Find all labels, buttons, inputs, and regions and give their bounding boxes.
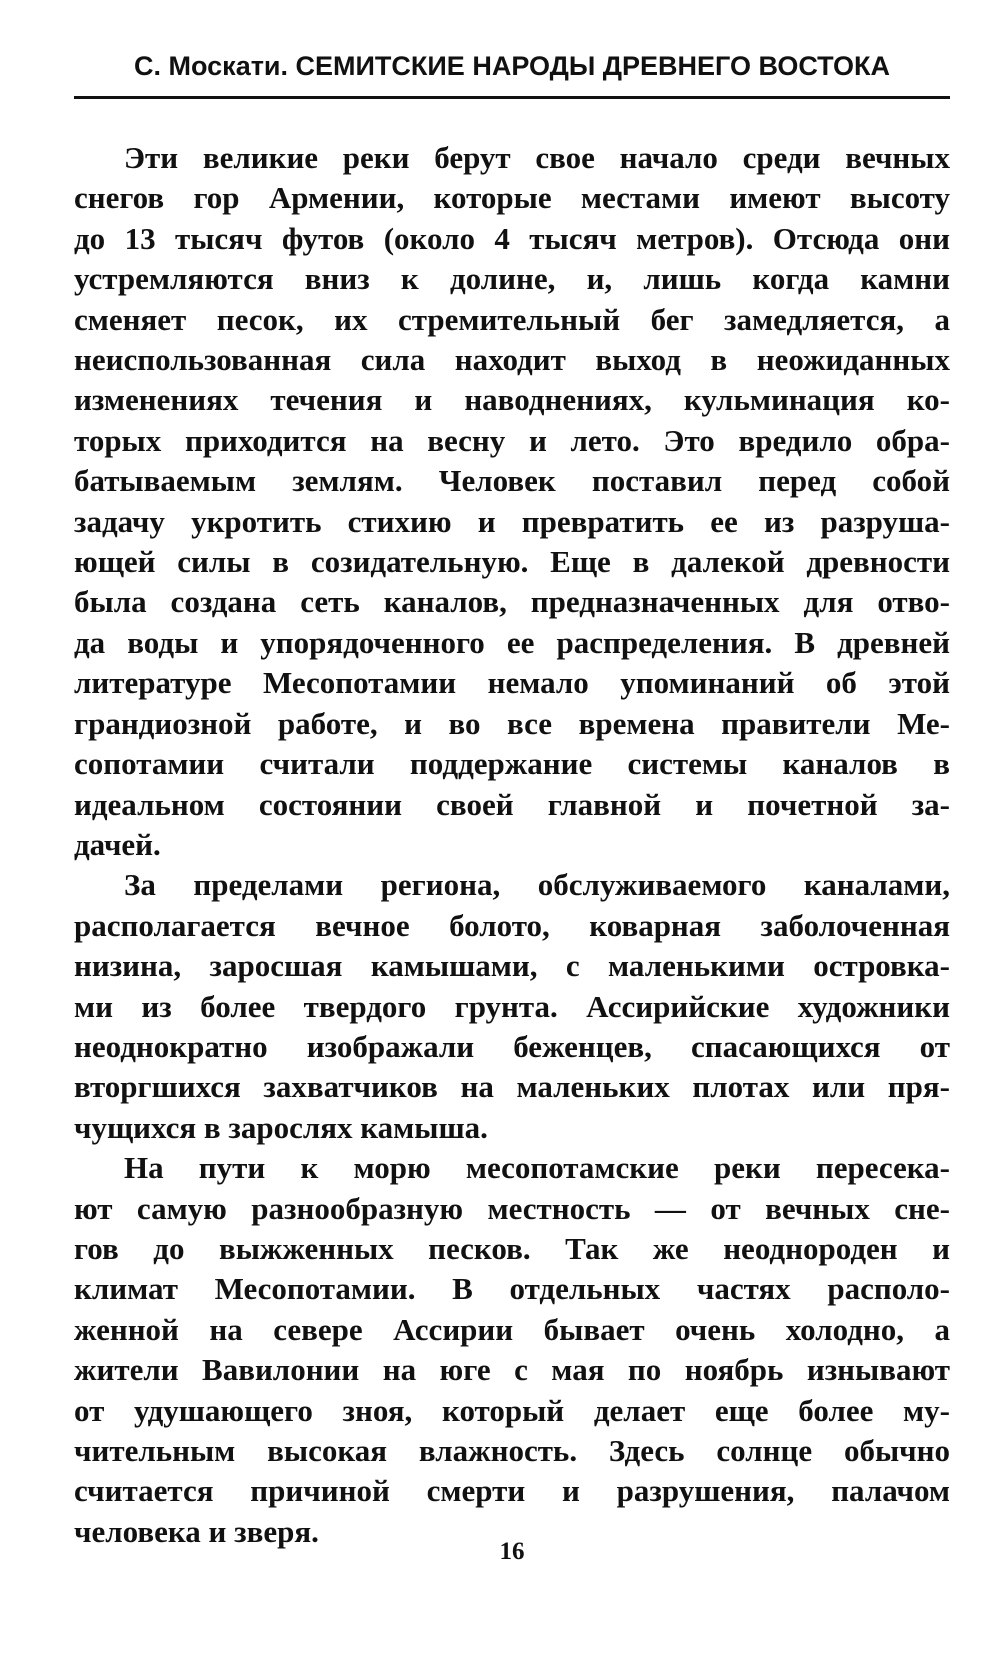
text-line: человека и зверя. [74, 1513, 319, 1549]
text-line: сопотамии считали поддержание системы каналов в [74, 746, 950, 782]
text-line: батываемым землям. Человек поставил перед собой [74, 463, 950, 499]
text-line: литературе Месопотамии немало упоминаний об этой [74, 665, 950, 701]
text-line: располагается вечное болото, коварная заболоченная [74, 907, 950, 943]
text-line: устремляются вниз к долине, и, лишь когда камни [74, 261, 950, 297]
text-line: дачей. [74, 826, 161, 862]
text-line: ми из более твердого грунта. Ассирийские художники [74, 988, 950, 1024]
text-line: женной на севере Ассирии бывает очень холодно, а [74, 1311, 950, 1347]
text-line: За пределами региона, обслуживаемого каналами, [124, 867, 950, 903]
text-line: до 13 тысяч футов (около 4 тысяч метров). Отсюда они [74, 220, 950, 256]
running-title: С. Москати. СЕМИТСКИЕ НАРОДЫ ДРЕВНЕГО ВОСТОКА [134, 51, 890, 81]
text-line: сменяет песок, их стремительный бег замедляется, а [74, 301, 950, 337]
text-line: жители Вавилонии на юге с мая по ноябрь изнывают [74, 1352, 950, 1388]
text-line: да воды и упорядоченного ее распределения. В древней [74, 624, 950, 660]
text-line: считается причиной смерти и разрушения, палачом [74, 1473, 950, 1509]
text-line: чительным высокая влажность. Здесь солнце обычно [74, 1433, 950, 1468]
text-line: вторгшихся захватчиков на маленьких плотах или пря- [74, 1069, 950, 1105]
body-text [74, 138, 950, 1552]
text-line: Эти великие реки берут свое начало среди вечных [124, 140, 950, 175]
header-rule [74, 96, 950, 99]
text-line: задачу укротить стихию и превратить ее из разруша- [74, 503, 950, 539]
text-line: низина, заросшая камышами, с маленькими островка- [74, 948, 950, 984]
paragraph-1 [74, 138, 950, 865]
text-line: идеальном состоянии своей главной и почетной за- [74, 786, 950, 822]
text-line: торых приходится на весну и лето. Это вредило обра- [74, 422, 950, 458]
text-line: снегов гор Армении, которые местами имеют высоту [74, 180, 950, 216]
text-line: чущихся в зарослях камыша. [74, 1109, 488, 1145]
text-line: изменениях течения и наводнениях, кульминация ко- [74, 382, 950, 418]
text-line: ющей силы в созидательную. Еще в далекой древности [74, 544, 950, 580]
text-line: гов до выжженных песков. Так же неоднороден и [74, 1230, 950, 1266]
text-line: грандиозной работе, и во все времена правители Ме- [74, 705, 950, 741]
page-number: 16 [499, 1538, 525, 1565]
text-line: неиспользованная сила находит выход в неожиданных [74, 342, 950, 378]
text-line: На пути к морю месопотамские реки пересека- [124, 1150, 950, 1186]
text-line: была создана сеть каналов, предназначенных для отво- [74, 584, 950, 620]
text-line: климат Месопотамии. В отдельных частях располо- [74, 1271, 950, 1307]
paragraph-3 [74, 1148, 950, 1552]
text-line: от удушающего зноя, который делает еще более му- [74, 1392, 950, 1428]
text-line: неоднократно изображали беженцев, спасающихся от [74, 1028, 950, 1064]
text-line: ют самую разнообразную местность — от вечных сне- [74, 1190, 950, 1226]
paragraph-2 [74, 865, 950, 1148]
